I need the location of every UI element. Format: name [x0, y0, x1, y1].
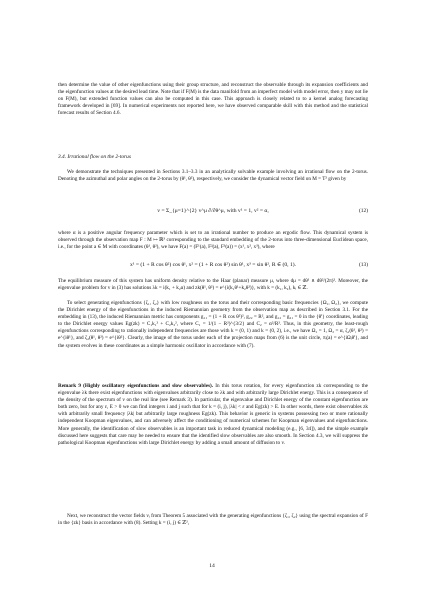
- remark-9: [58, 383, 368, 447]
- equation-12-number: (12): [359, 208, 368, 214]
- section-heading: 3.4. Irrational flow on the 2-torus: [58, 154, 131, 160]
- paragraph-intro: then determine the value of other eigenfunctions using their group structure, and reconstruct the observable through its expansion coefficients and the eigenfunction values at the desired lead time. Note that if F(M) is the data manifold from an imperfect model with model error, then y may not lie on F(M), but extended function values can also be computed in this case. This approach is closely related to to a kernel analog forecasting framework developed in [69]. In numerical experiments not reported here, we have observed comparable skill with this method and the statistical forecast results of Section 4.6.: [58, 82, 368, 117]
- paragraph-torus-intro: We demonstrate the techniques presented in Sections 3.1–3.3 in an analytically solvable example involving an irrational flow on the 2-torus. Denoting the azimuthal and polar angles on the 2-torus by (θ¹, θ²), respectively, we consider the dynamical vector field on M = T² given by: [58, 169, 368, 183]
- equation-13-body: x¹ = (1 + R cos θ²) cos θ¹, x² = (1 + R cos θ²) sin θ¹, x³ = sin θ², R ∈ (0, 1).: [129, 262, 297, 268]
- paragraph-observation-map: where α is a positive angular frequency parameter which is set to an irrational number to produce an ergodic flow. This dynamical system is observed through the observation map F : M ↦ ℝ³ corresponding to the standard embedding of the 2-torus into three-dimensional Euclidean space, i.e., for the point a ∈ M with coordinates (θ¹, θ²), we have F(a) = (F¹(a), F²(a), F³(a)) = (x¹, x², x³), where: [58, 230, 368, 251]
- equation-13: [58, 262, 368, 272]
- paragraph-generating-eigenfunctions: To select generating eigenfunctions {ζ₁, ζ₂} with low roughness on the torus and their corresponding basic frequencies {Ω₁, Ω₂}, we compute the Dirichlet energy of the eigenfunctions in the induced Riemannian geometry from the observation map as described in Section 3.1. For the embedding in (13), the induced Riemannian metric has components g₁₁ = (1 + R cos θ²)², g₂₂ = R², and g₁₂ = g₂₁ = 0 in the {θⁱ} coordinates, leading to the Dirichlet energy values Eg(zk) = C₁k₁² + C₂k₂², where C₁ = 1/(1 − R²)^{3/2} and C₂ = α²/R². Thus, in this geometry, the least-rough eigenfunctions corresponding to rationally independent frequencies are those with k = (0, 1) and k = (0, 2), i.e., we have Ω₁ = 1, Ω₂ = α, ζ₁(θ¹, θ²) = e^{iθ¹}, and ζ₂(θ¹, θ²) = e^{iθ²}. Clearly, the image of the torus under each of the projection maps from (6) is the unit circle, πᵢ(a) = e^{iΩᵢθⁱ}, and the system evolves in these coordinates as a simple harmonic oscillator in accordance with (7).: [58, 300, 368, 349]
- paragraph-equilibrium: The equilibrium measure of this system has uniform density relative to the Haar (planar) measure μ, where dμ = dθ¹ ∧ dθ²/(2π)². Moreover, the eigenvalue problem for v in (3) has solutions λk = i(k₁ + k₂α) and zk(θ¹, θ²) = e^{i(k₁θ¹+k₂θ²)}, with k = (k₁, k₂), kᵢ ∈ ℤ.: [58, 278, 368, 292]
- remark-body: In this torus rotation, for every eigenfunction zk corresponding to the eigenvalue λk there exist eigenfunctions with eigenvalues arbitrarily close to λk and with arbitrarily large Dirichlet energy. This is a consequence of the density of the spectrum of v on the real line (see Remark 3). In particular, the eigenvalue and Dirichlet energy of the constant eigenfunction are both zero, but for any ε, E > 0 we can find integers i and j such that for k = (i, j), |λk| < ε and Eg(zk) > E. In other words, there exist observables zk with arbitrarily small frequency |λk| but arbitrarily large roughness Eg(zk). This behavior is generic in systems possessing two or more rationally independent Koopman eigenvalues, and can adversely affect the conditioning of numerical schemes for Koopman eigenvalues and eigenfunctions. More generally, the identification of slow observables is an important task in reduced dynamical modeling (e.g., [6, 34]), and the simple example discussed here suggests that care may be needed to ensure that the identified slow observables are also smooth. In Section 4.3, we will suppress the pathological Koopman eigenfunctions with large Dirichlet energy by adding a small amount of diffusion to v.: [58, 383, 368, 446]
- equation-12: [58, 208, 368, 220]
- equation-12-body: v = Σ_{μ=1}^{2} v^μ ∂/∂θ^μ, with v¹ = 1, v² = α,: [157, 208, 269, 214]
- remark-title: Remark 9 (Highly oscillatory eigenfunctions and slow observables).: [58, 383, 214, 389]
- paragraph-reconstruct: Next, we reconstruct the vector fields vᵢ from Theorem 5 associated with the generating eigenfunctions {ζ₁, ζ₂} using the spectral expansion of F in the {zk} basis in accordance with (8). Setting k = (i, j) ∈ ℤ²,: [58, 513, 368, 527]
- page-number: 14: [209, 563, 215, 569]
- equation-13-number: (13): [359, 262, 368, 268]
